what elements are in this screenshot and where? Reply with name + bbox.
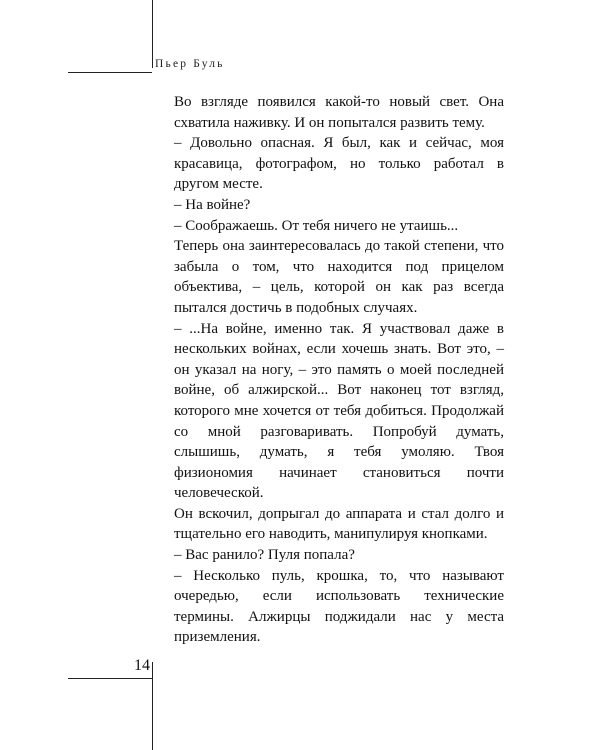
paragraph-3: – На войне? xyxy=(174,196,251,213)
paragraph-1: Во взгляде появился какой-то новый свет. Она схватила наживку. И он попытался развить тему. xyxy=(174,94,504,131)
page-number: 14 xyxy=(134,657,150,674)
paragraph-8: – Вас ранило? Пуля попала? xyxy=(174,547,355,564)
paragraph-2: – Довольно опасная. Я был, как и сейчас, моя красавица, фотографом, но только работал в другом месте. xyxy=(174,135,504,193)
top-vertical-rule xyxy=(152,0,153,68)
footer-horizontal-rule xyxy=(68,678,152,679)
paragraph-4: – Соображаешь. От тебя ничего не утаишь... xyxy=(174,217,459,234)
paragraph-9: – Несколько пуль, крошка, то, что называют очередью, если использовать технические термины. Алжирцы поджидали нас у места приземления. xyxy=(174,567,504,646)
paragraph-6: – ...На войне, именно так. Я участвовал даже в нескольких войнах, если хочешь знать. Вот это, – он указал на ногу, – это память о моей последней войне, об алжирской... Вот наконец тот взгляд, которого мне хочется от тебя добиться. Продолжай со мной разговаривать. Попробуй думать, слышишь, думать, я тебя умоляю. Твоя физиономия начинает становиться почти человеческой. xyxy=(174,320,504,502)
running-header-author: Пьер Буль xyxy=(155,58,225,70)
paragraph-5: Теперь она заинтересовалась до такой степени, что забыла о том, что находится под прицелом объектива, – цель, которой он как раз всегда пытался достичь в подобных случаях. xyxy=(174,238,504,316)
body-text xyxy=(174,92,504,648)
header-horizontal-rule xyxy=(68,72,152,73)
bottom-vertical-rule xyxy=(152,662,153,750)
paragraph-7: Он вскочил, допрыгал до аппарата и стал долго и тщательно его наводить, манипулируя кнопками. xyxy=(174,505,504,543)
